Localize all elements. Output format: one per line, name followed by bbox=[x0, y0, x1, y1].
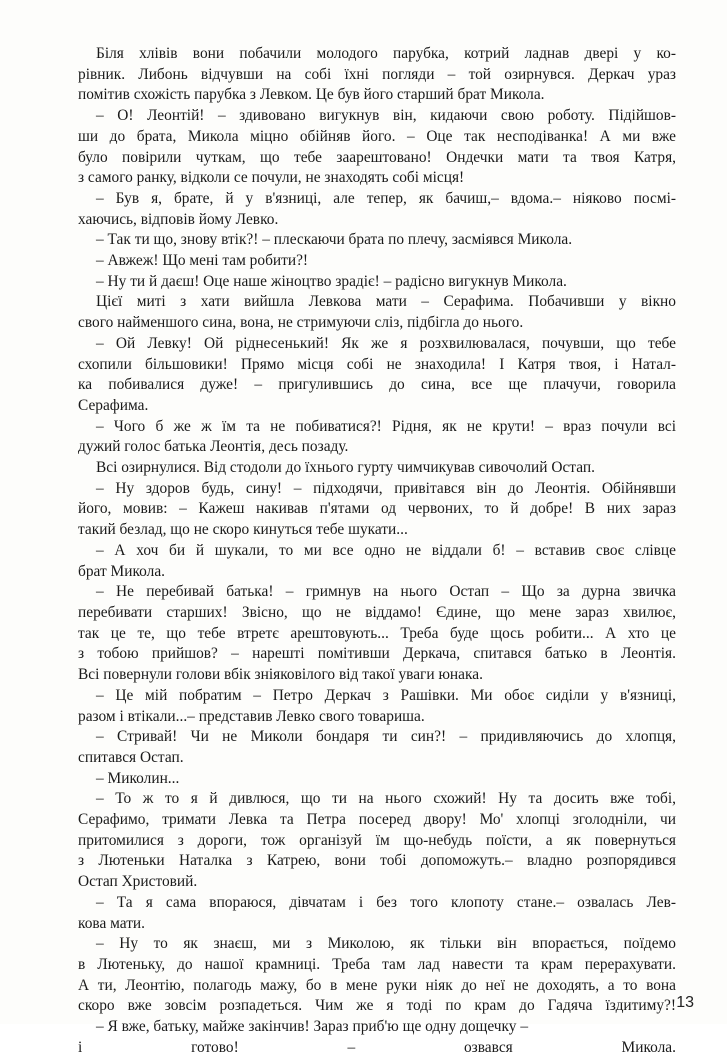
text-line: скоро вже зовсім розпадеться. Чим же я тоді по крам до Гадяча їздитиму?! bbox=[78, 997, 676, 1015]
text-line: спитався Остап. bbox=[78, 748, 184, 766]
text-line: ши до брата, Микола міцно обійняв його. – Оце так несподіванка! А ми вже bbox=[78, 127, 676, 145]
text-line: – О! Леонтій! – здивовано вигукнув він, кидаючи свою роботу. Підійшов- bbox=[96, 107, 676, 125]
text-line: дужий голос батька Леонтія, десь позаду. bbox=[78, 438, 349, 456]
text-line: кова мати. bbox=[78, 914, 146, 932]
text-line: схопили більшовики! Прямо місця собі не знаходила! І Катря твоя, і Натал- bbox=[78, 355, 676, 373]
text-line: перебивати старших! Звісно, що не віддамо! Єдине, що мене зараз хвилює, bbox=[78, 603, 676, 621]
text-line: Остап Христовий. bbox=[78, 873, 198, 891]
text-line: з тобою прийшов? – нарешті помітивши Деркача, спитався батько в Леонтія. bbox=[78, 645, 676, 663]
text-line: свого найменшого сина, вона, не стримуючи сліз, підбігла до нього. bbox=[78, 314, 524, 332]
text-line: було повірили чуткам, що тебе заарештовано! Ондечки мати та твоя Катря, bbox=[78, 148, 676, 166]
text-line: з самого ранку, відколи се почули, не знаходять собі місця! bbox=[78, 169, 465, 187]
text-line: і готово! – озвався Микола. bbox=[78, 1038, 676, 1056]
text-line: притомилися з дороги, тож організуй їм що-небудь поїсти, а як повернуться bbox=[78, 831, 676, 849]
text-line: Серафимо, тримати Левка та Петра посеред двору! Мо' хлопці зголодніли, чи bbox=[78, 811, 676, 829]
text-line: його, мовив: – Кажеш накивав п'ятами од червоних, то й добре! В них зараз bbox=[78, 500, 676, 518]
text-line: – Ой Левку! Ой ріднесенький! Як же я розхвилювалася, почувши, що тебе bbox=[96, 334, 676, 352]
page-number: 13 bbox=[676, 994, 694, 1011]
text-line: Цієї миті з хати вийшла Левкова мати – Серафима. Побачивши у вікно bbox=[96, 293, 676, 311]
text-line: такий безлад, що не скоро кинуться тебе шукати... bbox=[78, 521, 408, 539]
text-line: – Авжеж! Що мені там робити?! bbox=[96, 252, 309, 270]
text-line: хаючись, відповів йому Левко. bbox=[78, 210, 279, 228]
text-line: – Та я сама впораюся, дівчатам і без того клопоту стане.– озвалась Лев- bbox=[96, 893, 676, 911]
body-text bbox=[78, 44, 676, 1058]
text-line: – Це мій побратим – Петро Деркач з Рашівки. Ми обоє сиділи у в'язниці, bbox=[96, 686, 676, 704]
text-line: – Ну то як знаєш, ми з Миколою, як тільки він впорається, поїдемо bbox=[96, 935, 676, 953]
text-line: брат Микола. bbox=[78, 562, 165, 580]
text-line: – Чого б же ж їм та не побиватися?! Рідня, як не крути! – враз почули всі bbox=[96, 417, 676, 435]
text-line: – Був я, брате, й у в'язниці, але тепер, як бачиш,– вдома.– ніяково посмі- bbox=[96, 189, 676, 207]
text-line: так це те, що тебе втретє арештовують... Треба буде щось робити... А хто це bbox=[78, 624, 676, 642]
text-line: А ти, Леонтію, полагодь мажу, бо в мене руки ніяк до неї не доходять, а то вона bbox=[78, 976, 676, 994]
text-line: – Ну здоров будь, сину! – підходячи, привітався він до Леонтія. Обійнявши bbox=[96, 479, 676, 497]
text-line: рівник. Либонь відчувши на собі їхні погляди – той озирнувся. Деркач ураз bbox=[78, 65, 676, 83]
text-line: – Не перебивай батька! – гримнув на нього Остап – Що за дурна звичка bbox=[96, 583, 676, 601]
text-line: ка побивалися дуже! – пригулившись до сина, все ще плачучи, говорила bbox=[78, 376, 676, 394]
text-line: – Стривай! Чи не Миколи бондаря ти син?! – придивляючись до хлопця, bbox=[96, 728, 676, 746]
text-line: Серафима. bbox=[78, 396, 149, 414]
text-line: – То ж то я й дивлюся, що ти на нього схожий! Ну та досить вже тобі, bbox=[96, 790, 676, 808]
text-line: Всі озирнулися. Від стодоли до їхнього гурту чимчикував сивочолий Остап. bbox=[96, 459, 595, 477]
text-line: – Миколин... bbox=[96, 769, 180, 787]
text-line: в Лютеньку, до нашої крамниці. Треба там лад навести та крам перерахувати. bbox=[78, 955, 676, 973]
text-line: – Ну ти й даєш! Оце наше жіноцтво зрадіє! – радісно вигукнув Микола. bbox=[96, 272, 567, 290]
text-line: помітив схожість парубка з Левком. Це був його старший брат Микола. bbox=[78, 86, 545, 104]
text-line: Всі повернули голови вбік зніяковілого від такої уваги юнака. bbox=[78, 666, 483, 684]
text-line: – А хоч би й шукали, то ми все одно не віддали б! – вставив своє слівце bbox=[96, 541, 676, 559]
text-line: – Так ти що, знову втік?! – плескаючи брата по плечу, засміявся Микола. bbox=[96, 231, 573, 249]
text-line: разом і втікали...– представив Левко свого товариша. bbox=[78, 707, 425, 725]
text-line: – Я вже, батьку, майже закінчив! Зараз приб'ю ще одну дощечку – bbox=[96, 1018, 529, 1036]
text-line: Біля хлівів вони побачили молодого парубка, котрий ладнав двері у ко- bbox=[96, 45, 676, 62]
text-line: з Лютеньки Наталка з Катрею, вони тобі допоможуть.– владно розпорядився bbox=[78, 852, 676, 870]
